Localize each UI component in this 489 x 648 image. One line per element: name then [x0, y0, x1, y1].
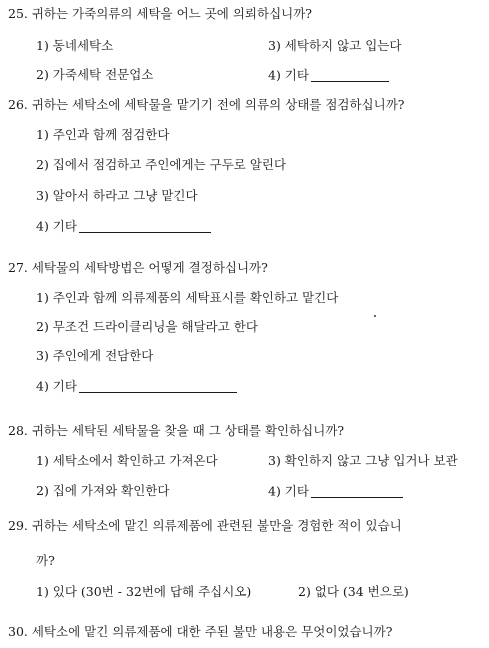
question-26-title: 26. 귀하는 세탁소에 세탁물을 맡기기 전에 의류의 상태를 점검하십니까? — [8, 97, 405, 112]
q26-other-blank[interactable] — [79, 220, 211, 233]
q28-other-blank[interactable] — [311, 485, 403, 498]
question-30-title: 30. 세탁소에 맡긴 의류제품에 대한 주된 불만 내용은 무엇이었습니까? — [8, 624, 393, 639]
q27-option-4-label: 4) 기타 — [36, 378, 77, 394]
question-28-title: 28. 귀하는 세탁된 세탁물을 찾을 때 그 상태를 확인하십니까? — [8, 423, 345, 438]
q28-option-4-label: 4) 기타 — [268, 483, 309, 499]
q25-option-1: 1) 동네세탁소 — [36, 38, 114, 53]
q28-option-4 — [268, 485, 403, 498]
q26-option-3: 3) 알아서 하라고 그냥 맡긴다 — [36, 188, 198, 203]
question-25-title: 25. 귀하는 가죽의류의 세탁을 어느 곳에 의뢰하십니까? — [8, 6, 312, 21]
q25-option-3: 3) 세탁하지 않고 입는다 — [268, 38, 402, 53]
question-27-title: 27. 세탁물의 세탁방법은 어떻게 결정하십니까? — [8, 260, 268, 275]
q26-option-4 — [36, 220, 211, 233]
q28-option-2: 2) 집에 가져와 확인한다 — [36, 483, 170, 498]
question-29-title-continued: 까? — [36, 553, 55, 568]
q26-option-2: 2) 집에서 점검하고 주인에게는 구두로 알린다 — [36, 157, 287, 172]
question-29-title: 29. 귀하는 세탁소에 맡긴 의류제품에 관련된 불만을 경험한 적이 있습니 — [8, 518, 402, 533]
q28-option-3: 3) 확인하지 않고 그냥 입거나 보관 — [268, 453, 458, 468]
q26-option-1: 1) 주인과 함께 점검한다 — [36, 127, 170, 142]
q25-option-4-label: 4) 기타 — [268, 67, 309, 83]
q27-other-blank[interactable] — [79, 380, 237, 393]
stray-mark — [374, 315, 376, 317]
q27-option-1: 1) 주인과 함께 의류제품의 세탁표시를 확인하고 맡긴다 — [36, 290, 339, 305]
q27-option-2: 2) 무조건 드라이클리닝을 해달라고 한다 — [36, 319, 258, 334]
q25-other-blank[interactable] — [311, 69, 389, 82]
q27-option-4 — [36, 380, 237, 393]
q26-option-4-label: 4) 기타 — [36, 218, 77, 234]
q25-option-2: 2) 가죽세탁 전문업소 — [36, 67, 154, 82]
q28-option-1: 1) 세탁소에서 확인하고 가져온다 — [36, 453, 218, 468]
q29-option-1: 1) 있다 (30번 - 32번에 답해 주십시오) — [36, 584, 252, 599]
q27-option-3: 3) 주인에게 전담한다 — [36, 348, 154, 363]
q25-option-4 — [268, 69, 389, 82]
q29-option-2: 2) 없다 (34 번으로) — [298, 584, 409, 599]
